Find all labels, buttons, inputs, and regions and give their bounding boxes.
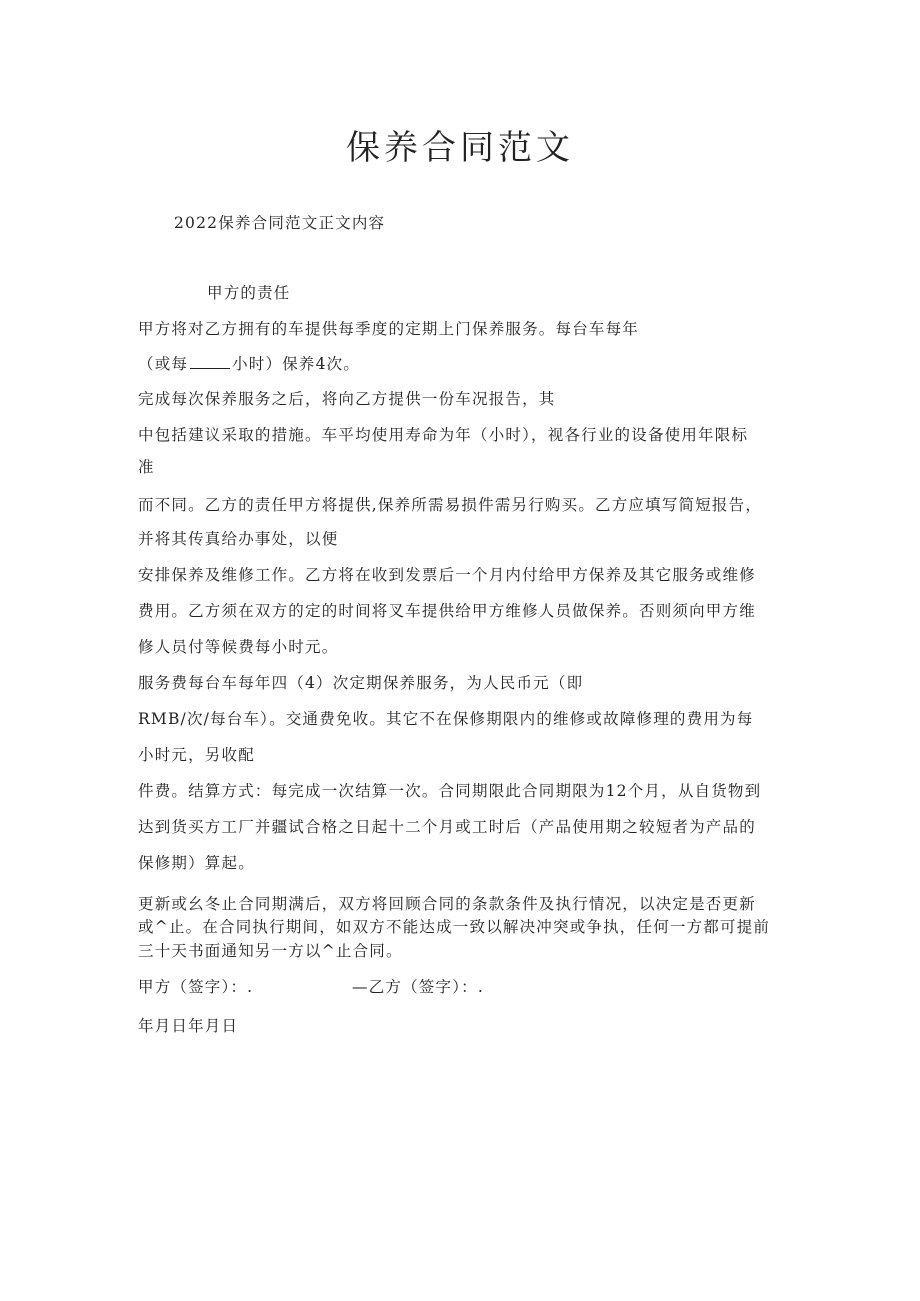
body-line: 并将其传真给办事处，以便: [138, 530, 339, 548]
body-line: [138, 353, 360, 375]
body-line: 费用。乙方须在双方的定的时间将叉车提供给甲方维修人员做保养。否则须向甲方维: [138, 602, 756, 620]
body-line: 件费。结算方式：每完成一次结算一次。合同期限此合同期限为12个月，从自货物到: [138, 782, 762, 800]
document-title: 保养合同范文: [346, 128, 574, 168]
body-line: 小时元，另收配: [138, 746, 255, 764]
signature-date: 年月日年月日: [138, 1017, 239, 1035]
body-line-part: （或每: [138, 355, 189, 373]
body-line: RMB/次/每台车）。交通费免收。其它不在保修期限内的维修或故障修理的费用为每: [138, 710, 754, 728]
body-line: 达到货买方工厂并疆试合格之日起十二个月或工时后（产品使用期之较短者为产品的: [138, 818, 756, 836]
body-line: 保修期）算起。: [138, 854, 255, 872]
body-line-part: 小时）保养4次。: [232, 355, 361, 373]
document-subtitle: 2022保养合同范文正文内容: [174, 214, 386, 232]
signature-line: [138, 976, 253, 998]
body-line: 更新或幺冬止合同期满后，双方将回顾合同的条款条件及执行情况，以决定是否更新: [138, 895, 756, 913]
party-b-signature: —乙方（签字）：.: [352, 978, 484, 996]
body-line: 服务费每台车每年四（4）次定期保养服务，为人民币元（即: [138, 674, 584, 692]
body-line: 或^止。在合同执行期间，如双方不能达成一致以解决冲突或争执，任何一方都可提前: [138, 918, 771, 936]
section-heading: 甲方的责任: [207, 284, 291, 302]
body-line: 准: [138, 458, 155, 476]
body-line: 甲方将对乙方拥有的车提供每季度的定期上门保养服务。每台车每年: [138, 320, 640, 338]
body-line: 修人员付等候费每小时元。: [138, 638, 339, 656]
body-line: 三十天书面通知另一方以^止合同。: [138, 942, 403, 960]
party-a-signature: 甲方（签字）：.: [138, 978, 254, 996]
body-line: 完成每次保养服务之后，将向乙方提供一份车况报告，其: [138, 390, 556, 408]
body-line: 中包括建议采取的措施。车平均使用寿命为年（小时），视各行业的设备使用年限标: [138, 426, 749, 444]
body-line: 安排保养及维修工作。乙方将在收到发票后一个月内付给甲方保养及其它服务或维修: [138, 566, 756, 584]
body-line: 而不同。乙方的责任甲方将提供,保养所需易损件需另行购买。乙方应填写简短报告，: [138, 496, 763, 514]
fill-in-blank: [190, 354, 230, 369]
